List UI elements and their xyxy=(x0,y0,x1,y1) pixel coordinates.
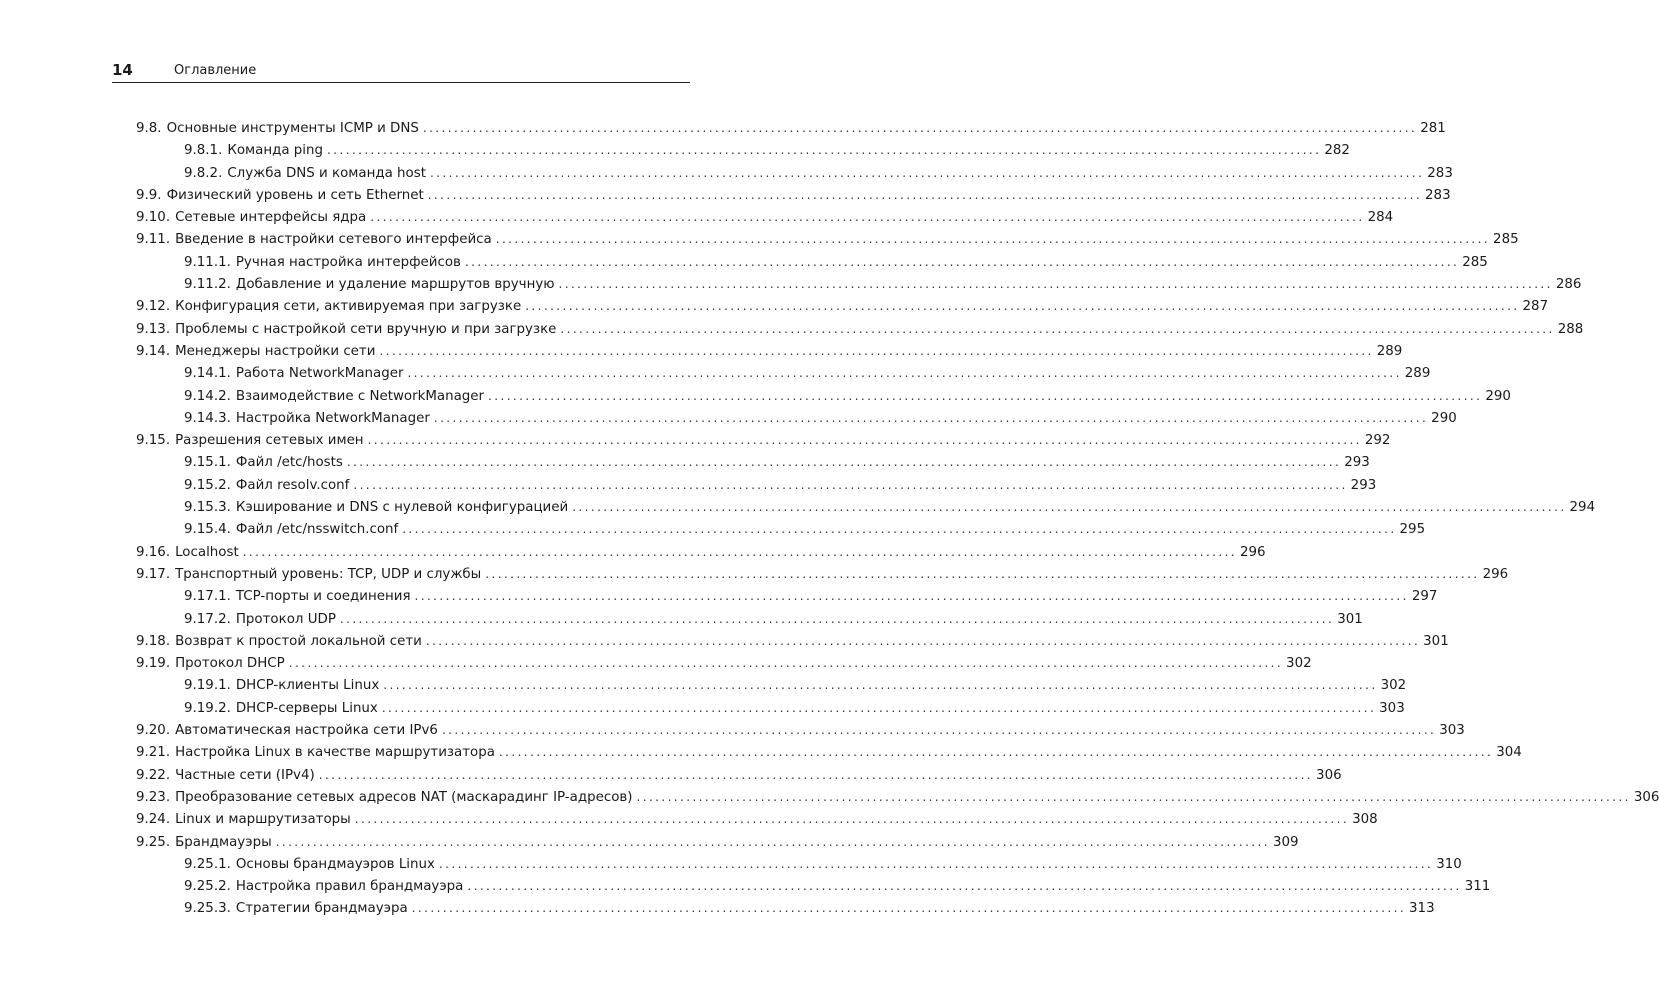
toc-entry-title: DHCP-серверы Linux xyxy=(235,700,378,716)
toc-entry-number: 9.15.3. xyxy=(184,500,231,516)
toc-entry-page: 302 xyxy=(1380,678,1407,694)
toc-entry xyxy=(136,518,1426,540)
toc-entry-title: Брандмауэры xyxy=(175,834,272,850)
toc-entry-title: Конфигурация сети, активируемая при загрузке xyxy=(175,299,522,315)
toc-entry xyxy=(136,875,1491,897)
toc-entry xyxy=(136,674,1407,696)
dot-leader: ................................................................................................................................................................ xyxy=(354,812,1350,827)
toc-entry-number: 9.25.1. xyxy=(184,856,231,872)
toc-entry-title: Автоматическая настройка сети IPv6 xyxy=(175,723,438,739)
toc-entry xyxy=(136,206,1394,228)
toc-entry-page: 292 xyxy=(1364,433,1391,449)
toc-entry-title: Взаимодействие с NetworkManager xyxy=(235,388,485,404)
toc-entry-number: 9.14. xyxy=(136,343,171,359)
toc-entry-title: Localhost xyxy=(175,544,239,560)
toc-entry-number: 9.19.1. xyxy=(184,678,231,694)
toc-entry-page: 289 xyxy=(1376,343,1403,359)
toc-entry xyxy=(136,340,1403,362)
toc-entry xyxy=(136,474,1377,496)
toc-entry-title: Физический уровень и сеть Ethernet xyxy=(166,187,424,203)
toc-entry xyxy=(136,184,1451,206)
toc-entry xyxy=(136,608,1363,630)
toc-entry-title: Файл /etc/nsswitch.conf xyxy=(235,522,399,538)
toc-entry-page: 294 xyxy=(1569,500,1596,516)
toc-entry-page: 289 xyxy=(1404,366,1431,382)
toc-entry-number: 9.8. xyxy=(136,121,162,136)
dot-leader: ................................................................................................................................................................ xyxy=(346,455,1342,470)
toc-entry-number: 9.8.1. xyxy=(184,143,223,159)
toc-entry-number: 9.15.2. xyxy=(184,477,231,493)
dot-leader: ................................................................................................................................................................ xyxy=(485,566,1480,581)
toc-entry xyxy=(136,541,1266,563)
dot-leader: ................................................................................................................................................................ xyxy=(327,143,1322,158)
dot-leader: ................................................................................................................................................................ xyxy=(636,789,1631,804)
dot-leader: ................................................................................................................................................................ xyxy=(367,433,1362,448)
toc-entry-number: 9.20. xyxy=(136,723,171,739)
toc-entry-number: 9.15. xyxy=(136,433,171,449)
toc-entry-number: 9.19.2. xyxy=(184,700,231,716)
toc-entry-page: 306 xyxy=(1316,767,1342,783)
toc-entry-page: 290 xyxy=(1431,410,1457,426)
toc-entry xyxy=(136,585,1438,607)
toc-entry-number: 9.13. xyxy=(136,321,171,337)
toc-entry xyxy=(136,741,1522,763)
toc-entry-number: 9.25.3. xyxy=(184,901,231,917)
dot-leader: ................................................................................................................................................................ xyxy=(572,500,1567,515)
dot-leader: ................................................................................................................................................................ xyxy=(370,210,1365,225)
toc-entry xyxy=(136,831,1299,853)
toc-entry-page: 304 xyxy=(1496,745,1522,761)
dot-leader: ................................................................................................................................................................ xyxy=(495,232,1491,247)
toc-entry-number: 9.11.1. xyxy=(184,254,231,270)
toc-entry xyxy=(136,139,1350,161)
toc-entry-number: 9.21. xyxy=(136,745,171,761)
toc-entry-number: 9.25.2. xyxy=(184,879,231,895)
toc-entry-number: 9.15.1. xyxy=(184,455,231,471)
running-title: Оглавление xyxy=(174,63,257,78)
toc-entry xyxy=(136,563,1509,585)
toc-entry-number: 9.9. xyxy=(136,187,162,203)
toc-entry-page: 296 xyxy=(1482,566,1509,582)
toc-entry xyxy=(136,273,1582,295)
toc-entry-number: 9.16. xyxy=(136,544,171,560)
toc-entry-number: 9.19. xyxy=(136,656,171,672)
toc-entry-page: 303 xyxy=(1379,700,1405,716)
toc-entry-page: 301 xyxy=(1423,633,1449,649)
dot-leader: ................................................................................................................................................................ xyxy=(560,321,1555,336)
toc-entry-number: 9.11.2. xyxy=(184,277,231,293)
page-header xyxy=(112,60,690,83)
toc-entry xyxy=(136,630,1449,652)
dot-leader: ................................................................................................................................................................ xyxy=(318,767,1314,782)
toc-entry xyxy=(136,786,1659,808)
toc-entry-title: DHCP-клиенты Linux xyxy=(235,678,380,694)
toc-entry xyxy=(136,652,1312,674)
toc-entry xyxy=(136,251,1488,273)
toc-entry xyxy=(136,451,1370,473)
toc-entry xyxy=(136,719,1465,741)
toc-entry-page: 285 xyxy=(1493,232,1519,248)
toc-entry-title: Основные инструменты ICMP и DNS xyxy=(166,121,419,136)
dot-leader: ................................................................................................................................................................ xyxy=(429,165,1425,180)
toc-entry xyxy=(136,385,1511,407)
dot-leader: ................................................................................................................................................................ xyxy=(422,121,1418,135)
toc-entry-title: Стратегии брандмауэра xyxy=(235,901,408,917)
toc-entry-title: Возврат к простой локальной сети xyxy=(175,633,422,649)
dot-leader: ................................................................................................................................................................ xyxy=(558,277,1553,292)
toc-entry-number: 9.23. xyxy=(136,789,171,805)
toc-entry-page: 310 xyxy=(1436,856,1462,872)
toc-entry-number: 9.25. xyxy=(136,834,171,850)
toc-entry-number: 9.11. xyxy=(136,232,171,248)
toc-entry-title: Настройка правил брандмауэра xyxy=(235,879,464,895)
toc-entry-title: Введение в настройки сетевого интерфейса xyxy=(175,232,492,248)
dot-leader: ................................................................................................................................................................ xyxy=(275,834,1270,849)
toc-entry-title: Файл /etc/hosts xyxy=(235,455,343,471)
toc-entry xyxy=(136,362,1431,384)
toc-entry-number: 9.18. xyxy=(136,633,171,649)
toc-entry-page: 285 xyxy=(1462,254,1488,270)
dot-leader: ................................................................................................................................................................ xyxy=(467,879,1462,894)
toc-entry-title: Преобразование сетевых адресов NAT (маскарадинг IP-адресов) xyxy=(175,789,633,805)
toc-entry-number: 9.17.2. xyxy=(184,611,231,627)
toc-entry xyxy=(136,407,1457,429)
toc-entry-page: 308 xyxy=(1352,812,1378,828)
toc-entry-number: 9.17. xyxy=(136,566,171,582)
toc-entry xyxy=(136,295,1549,317)
dot-leader: ................................................................................................................................................................ xyxy=(242,544,1238,559)
dot-leader: ................................................................................................................................................................ xyxy=(498,745,1494,760)
dot-leader: ................................................................................................................................................................ xyxy=(414,589,1409,604)
dot-leader: ................................................................................................................................................................ xyxy=(339,611,1335,626)
toc-entry-title: Сетевые интерфейсы ядра xyxy=(175,210,367,226)
toc-entry-title: Служба DNS и команда host xyxy=(227,165,426,181)
toc-entry xyxy=(136,117,1446,139)
toc-entry-title: Менеджеры настройки сети xyxy=(175,343,376,359)
toc-entry-title: Linux и маршрутизаторы xyxy=(175,812,351,828)
dot-leader: ................................................................................................................................................................ xyxy=(488,388,1483,403)
toc-entry-page: 295 xyxy=(1399,522,1426,538)
dot-leader: ................................................................................................................................................................ xyxy=(383,678,1378,693)
toc-entry-page: 284 xyxy=(1367,210,1394,226)
toc-entry-page: 309 xyxy=(1272,834,1299,850)
toc-entry-page: 297 xyxy=(1411,589,1438,605)
toc-entry xyxy=(136,318,1584,340)
dot-leader: ................................................................................................................................................................ xyxy=(402,522,1397,537)
toc-entry-number: 9.22. xyxy=(136,767,171,783)
toc-entry-title: Файл resolv.conf xyxy=(235,477,350,493)
toc-entry xyxy=(136,808,1378,830)
toc-entry-page: 301 xyxy=(1337,611,1363,627)
dot-leader: ................................................................................................................................................................ xyxy=(433,410,1429,425)
toc-entry-page: 287 xyxy=(1522,299,1549,315)
toc-entry-page: 282 xyxy=(1324,143,1350,159)
toc-entry-title: Добавление и удаление маршрутов вручную xyxy=(235,277,555,293)
toc-entry xyxy=(136,496,1596,518)
toc-entry xyxy=(136,228,1519,250)
dot-leader: ................................................................................................................................................................ xyxy=(438,856,1434,871)
toc-entry-page: 290 xyxy=(1485,388,1511,404)
toc-entry-title: Команда ping xyxy=(227,143,324,159)
toc-entry-title: Ручная настройка интерфейсов xyxy=(235,254,461,270)
toc-entry-number: 9.10. xyxy=(136,210,171,226)
toc-entry-number: 9.14.2. xyxy=(184,388,231,404)
toc-entry-title: Частные сети (IPv4) xyxy=(175,767,315,783)
toc-entry-number: 9.8.2. xyxy=(184,165,223,181)
toc-entry-page: 302 xyxy=(1286,656,1312,672)
toc-entry-page: 311 xyxy=(1464,879,1491,895)
dot-leader: ................................................................................................................................................................ xyxy=(441,723,1437,738)
toc-entry xyxy=(136,162,1453,184)
toc-entry-number: 9.17.1. xyxy=(184,589,231,605)
toc-entry-title: Транспортный уровень: TCP, UDP и службы xyxy=(175,566,482,582)
page-number: 14 xyxy=(112,61,133,79)
toc-entry xyxy=(136,897,1435,919)
toc-entry-title: Основы брандмауэров Linux xyxy=(235,856,435,872)
toc-entry-title: Настройка Linux в качестве маршрутизатора xyxy=(175,745,495,761)
toc-entry xyxy=(136,853,1462,875)
toc-entry xyxy=(136,764,1342,786)
toc-entry-title: Протокол DHCP xyxy=(175,656,285,672)
toc-entry-title: Кэширование и DNS с нулевой конфигурацией xyxy=(235,500,569,516)
toc-entry-number: 9.24. xyxy=(136,812,171,828)
dot-leader: ................................................................................................................................................................ xyxy=(427,187,1423,202)
dot-leader: ................................................................................................................................................................ xyxy=(353,477,1348,492)
dot-leader: ................................................................................................................................................................ xyxy=(464,254,1460,269)
toc-entry-page: 293 xyxy=(1350,477,1377,493)
toc-entry-title: Работа NetworkManager xyxy=(235,366,404,382)
toc-entry-page: 283 xyxy=(1427,165,1453,181)
toc-entry-page: 281 xyxy=(1420,121,1446,136)
toc-entry-number: 9.14.1. xyxy=(184,366,231,382)
toc-entry-page: 313 xyxy=(1409,901,1435,917)
table-of-contents xyxy=(136,117,1659,920)
toc-entry-title: Настройка NetworkManager xyxy=(235,410,430,426)
toc-entry-title: Протокол UDP xyxy=(235,611,336,627)
toc-entry-page: 306 xyxy=(1633,789,1659,805)
dot-leader: ................................................................................................................................................................ xyxy=(407,366,1402,381)
dot-leader: ................................................................................................................................................................ xyxy=(411,901,1407,916)
toc-entry xyxy=(136,429,1391,451)
toc-entry-title: Разрешения сетевых имен xyxy=(175,433,364,449)
toc-entry-number: 9.14.3. xyxy=(184,410,231,426)
toc-entry-number: 9.12. xyxy=(136,299,171,315)
toc-entry-page: 293 xyxy=(1344,455,1370,471)
dot-leader: ................................................................................................................................................................ xyxy=(288,656,1284,671)
toc-entry-page: 296 xyxy=(1240,544,1266,560)
dot-leader: ................................................................................................................................................................ xyxy=(425,633,1421,648)
dot-leader: ................................................................................................................................................................ xyxy=(525,299,1520,314)
toc-entry-page: 303 xyxy=(1439,723,1465,739)
toc-entry-page: 283 xyxy=(1425,187,1451,203)
toc-entry-title: Проблемы с настройкой сети вручную и при загрузке xyxy=(175,321,557,337)
dot-leader: ................................................................................................................................................................ xyxy=(381,700,1377,715)
dot-leader: ................................................................................................................................................................ xyxy=(379,343,1374,358)
toc-entry-number: 9.15.4. xyxy=(184,522,231,538)
toc-entry-page: 286 xyxy=(1555,277,1582,293)
toc-entry-page: 288 xyxy=(1557,321,1584,337)
toc-entry-title: TCP-порты и соединения xyxy=(235,589,411,605)
toc-entry xyxy=(136,697,1405,719)
